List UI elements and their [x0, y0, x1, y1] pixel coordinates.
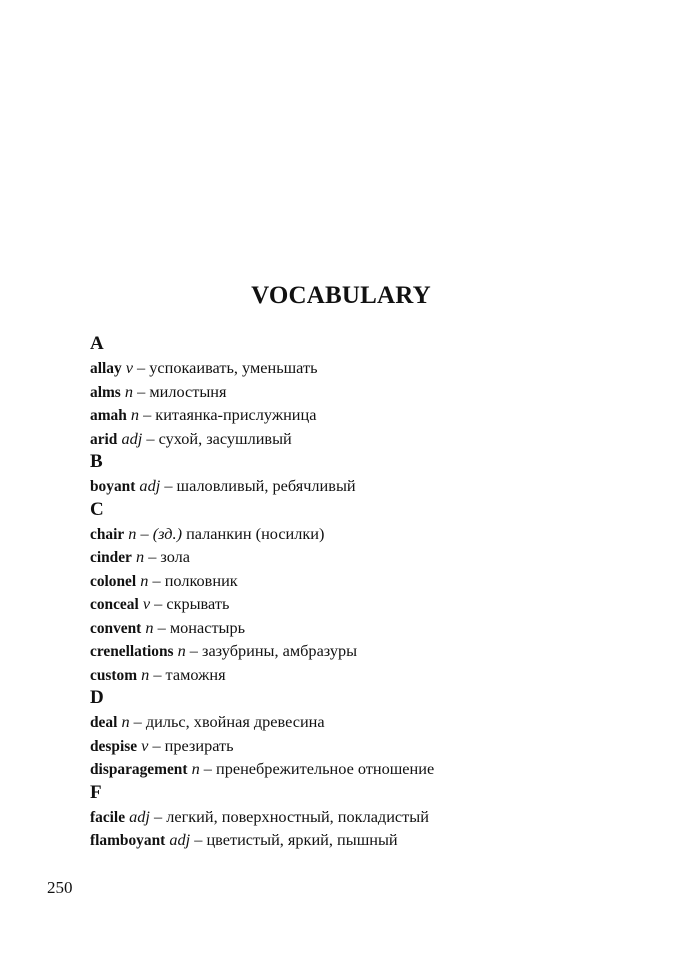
- entry-dash: –: [152, 735, 161, 755]
- vocabulary-list: [90, 332, 650, 852]
- entry-word: chair: [90, 525, 125, 543]
- entry-word: crenellations: [90, 643, 174, 660]
- entry-translation: таможня: [165, 664, 226, 684]
- vocab-entry: [90, 545, 650, 569]
- vocab-entry: [90, 569, 650, 593]
- vocab-entry: [90, 616, 650, 640]
- entry-dash: –: [146, 428, 155, 448]
- entry-translation: паланкин (носилки): [186, 523, 325, 543]
- entry-dash: –: [194, 830, 203, 849]
- entry-dash: –: [164, 476, 173, 495]
- vocab-entry: [90, 380, 650, 404]
- entry-part-of-speech: adj: [121, 428, 143, 448]
- section-letter: F: [90, 781, 102, 803]
- entry-part-of-speech: n: [124, 381, 134, 401]
- vocab-entry: [90, 592, 650, 616]
- vocab-entry: [90, 403, 650, 427]
- entry-part-of-speech: v: [125, 358, 133, 377]
- entry-translation: шаловливый, ребячливый: [176, 476, 356, 495]
- entry-dash: –: [154, 594, 163, 613]
- entry-part-of-speech: n: [135, 547, 145, 566]
- entry-part-of-speech: adj: [169, 830, 191, 849]
- entry-word: disparagement: [90, 761, 188, 778]
- entry-translation: цветистый, яркий, пышный: [206, 830, 398, 849]
- vocab-entry: [90, 356, 650, 380]
- entry-word: allay: [90, 360, 122, 377]
- entry-dash: –: [148, 547, 157, 566]
- entry-dash: –: [157, 617, 166, 637]
- entry-dash: –: [143, 405, 152, 424]
- entry-word: custom: [90, 666, 138, 684]
- entry-dash: –: [189, 641, 198, 660]
- entry-part-of-speech: v: [141, 735, 149, 755]
- entry-dash: –: [137, 381, 146, 401]
- entry-word: convent: [90, 619, 142, 637]
- entry-translation: успокаивать, уменьшать: [149, 358, 318, 377]
- entry-translation: сухой, засушливый: [158, 428, 292, 448]
- entry-word: facile: [90, 808, 126, 826]
- entry-part-of-speech: n: [130, 405, 139, 424]
- vocab-entry: [90, 663, 650, 687]
- entry-dash: –: [203, 759, 212, 778]
- entry-translation: милостыня: [149, 381, 227, 401]
- vocab-section: [90, 498, 650, 687]
- entry-word: conceal: [90, 596, 139, 613]
- entry-dash: –: [152, 570, 161, 590]
- section-letter: B: [90, 451, 103, 472]
- entry-dash: –: [140, 523, 149, 543]
- page-title: VOCABULARY: [251, 282, 431, 309]
- entry-part-of-speech: n: [140, 570, 149, 590]
- entry-translation: зазубрины, амбразуры: [202, 641, 358, 660]
- entry-word: amah: [90, 407, 127, 424]
- section-letter: C: [90, 498, 104, 520]
- vocab-entry: [90, 710, 650, 734]
- vocab-section: [90, 781, 650, 852]
- entry-dash: –: [137, 358, 146, 377]
- entry-dash: –: [133, 712, 142, 731]
- vocab-entry: [90, 639, 650, 663]
- entry-word: flamboyant: [90, 832, 166, 849]
- entry-word: deal: [90, 714, 118, 731]
- entry-word: alms: [90, 383, 121, 401]
- entry-part-of-speech: n: [145, 617, 154, 637]
- entry-translation: зола: [160, 547, 191, 566]
- vocab-entry: [90, 734, 650, 758]
- entry-part-of-speech: v: [142, 594, 151, 613]
- entry-part-of-speech: adj: [129, 806, 150, 826]
- vocab-entry: [90, 522, 650, 546]
- entry-dash: –: [153, 664, 162, 684]
- entry-dash: –: [154, 806, 163, 826]
- entry-word: cinder: [90, 549, 132, 566]
- page-number: 250: [47, 878, 73, 897]
- entry-usage-note: (зд.): [152, 523, 183, 543]
- entry-part-of-speech: n: [128, 523, 137, 543]
- entry-word: boyant: [90, 478, 136, 495]
- entry-part-of-speech: n: [177, 641, 186, 660]
- entry-translation: презирать: [164, 735, 234, 755]
- entry-translation: китаянка-прислужница: [155, 405, 317, 424]
- vocab-entry: [90, 474, 650, 498]
- entry-word: arid: [90, 430, 118, 448]
- vocab-section: [90, 332, 650, 450]
- entry-translation: скрывать: [166, 594, 230, 613]
- vocab-entry: [90, 828, 650, 852]
- entry-part-of-speech: adj: [139, 476, 161, 495]
- entry-translation: полковник: [164, 570, 238, 590]
- entry-word: colonel: [90, 572, 137, 590]
- vocab-entry: [90, 427, 650, 451]
- section-letter: D: [90, 687, 104, 708]
- vocab-entry: [90, 805, 650, 829]
- entry-word: despise: [90, 737, 138, 755]
- vocab-section: [90, 686, 650, 781]
- entry-part-of-speech: n: [141, 664, 150, 684]
- entry-part-of-speech: n: [191, 759, 200, 778]
- entry-part-of-speech: n: [121, 712, 130, 731]
- section-letter: A: [90, 333, 104, 354]
- entry-translation: пренебрежительное отношение: [216, 759, 435, 778]
- entry-translation: легкий, поверхностный, покладистый: [166, 806, 429, 826]
- vocab-entry: [90, 757, 650, 781]
- entry-translation: монастырь: [169, 617, 246, 637]
- entry-translation: дильс, хвойная древесина: [145, 712, 325, 731]
- vocab-section: [90, 450, 650, 498]
